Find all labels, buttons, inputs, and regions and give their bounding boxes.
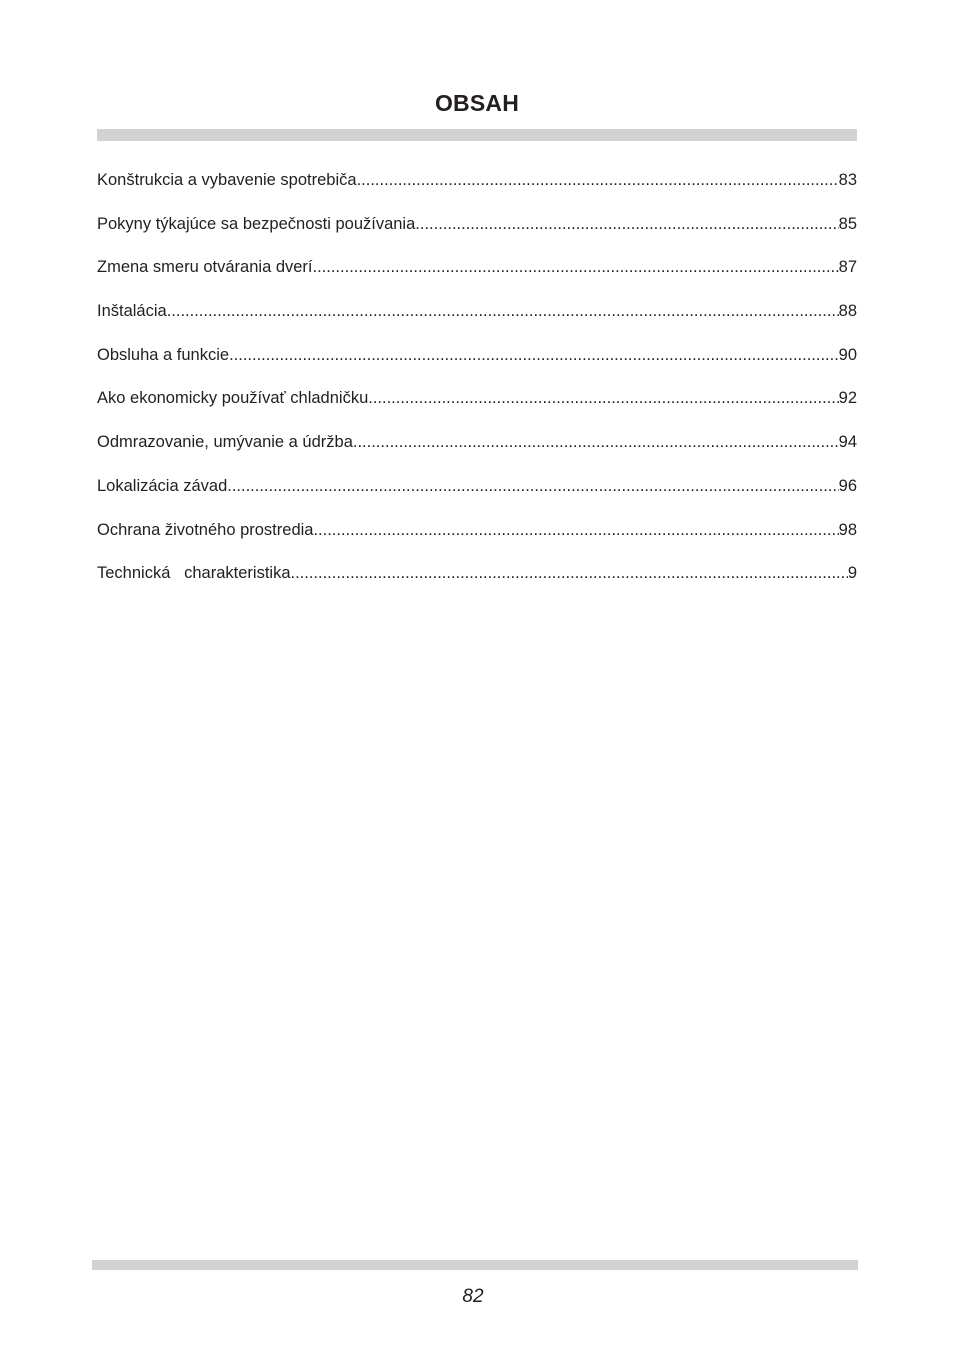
toc-entry-title: Pokyny týkajúce sa bezpečnosti používania — [97, 214, 416, 233]
toc-entry[interactable] — [97, 299, 857, 343]
toc-entry[interactable] — [97, 168, 857, 212]
page-number: 82 — [462, 1286, 484, 1307]
toc-entry-page: 92 — [838, 389, 857, 408]
toc-entry[interactable] — [97, 255, 857, 299]
toc-dot-leader — [167, 299, 839, 323]
toc-entry-title: Zmena smeru otvárania dverí — [97, 258, 313, 277]
toc-dot-leader — [353, 430, 839, 454]
toc-dot-leader — [368, 386, 838, 410]
toc-dot-leader — [291, 561, 848, 585]
toc-dot-leader — [313, 518, 838, 542]
top-divider — [97, 129, 857, 141]
toc-dot-leader — [415, 212, 838, 236]
toc-entry-title: Ochrana životného prostredia — [97, 520, 314, 539]
toc-entry-page: 9 — [847, 564, 857, 583]
toc-entry-page: 90 — [838, 345, 857, 364]
toc-entry[interactable] — [97, 561, 857, 605]
toc-entry-title: Obsluha a funkcie — [97, 345, 230, 364]
toc-entry-page: 98 — [838, 520, 857, 539]
toc-entry[interactable] — [97, 474, 857, 518]
toc-dot-leader — [313, 255, 839, 279]
toc-entry-page: 85 — [838, 214, 857, 233]
bottom-divider — [92, 1260, 858, 1270]
toc-entry[interactable] — [97, 518, 857, 562]
toc-entry-title: Technická charakteristika — [97, 564, 291, 583]
toc-entry-title: Odmrazovanie, umývanie a údržba — [97, 433, 353, 452]
toc-entry-title: Ako ekonomicky používať chladničku — [97, 389, 369, 408]
toc-entry-page: 83 — [838, 171, 857, 189]
toc-entry[interactable] — [97, 386, 857, 430]
toc-entry[interactable] — [97, 343, 857, 387]
toc-entry[interactable] — [97, 212, 857, 256]
toc-entry-title: Konštrukcia a vybavenie spotrebiča — [97, 171, 357, 189]
toc-entry-page: 88 — [838, 302, 857, 321]
toc-entry-page: 96 — [838, 476, 857, 495]
toc-entry-page: 87 — [838, 258, 857, 277]
page-title: OBSAH — [434, 90, 520, 116]
toc-entry[interactable] — [97, 430, 857, 474]
toc-dot-leader — [229, 343, 839, 367]
toc-dot-leader — [357, 168, 839, 192]
toc-entry-title: Inštalácia — [97, 302, 167, 321]
toc-entry-title: Lokalizácia závad — [97, 476, 228, 495]
toc-dot-leader — [227, 474, 838, 498]
table-of-contents — [97, 168, 857, 605]
toc-entry-page: 94 — [838, 433, 857, 452]
